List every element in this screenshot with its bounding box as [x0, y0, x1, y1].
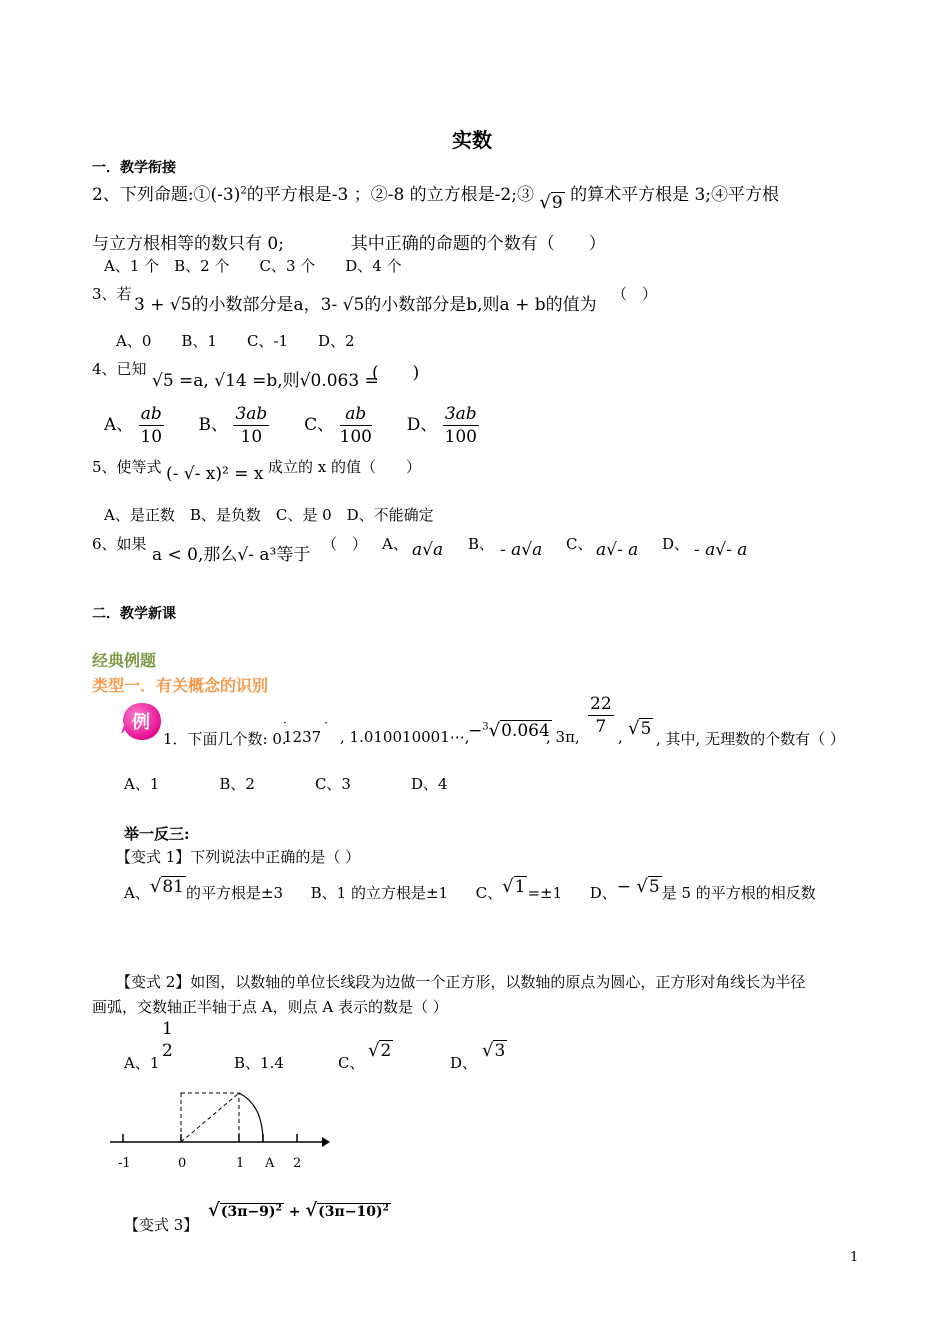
- example-1-fraction: $\frac{22}{7}$: [590, 694, 612, 737]
- question-6-expression: a < 0,那么√- a³等于: [152, 545, 311, 565]
- q6-opt-c-label: C、: [566, 535, 593, 553]
- q4-opt-c-frac: $\frac{ab}{100}$: [339, 404, 372, 447]
- question-5-prefix: 5、使等式: [92, 458, 162, 476]
- variant-3-label: 【变式 3】: [124, 1216, 199, 1234]
- v2-opt-a-label: A、1: [124, 1054, 160, 1072]
- axis-label: 2: [293, 1156, 302, 1171]
- question-4-options: [104, 403, 479, 448]
- q6-opt-a-expr: a√a: [412, 540, 444, 560]
- question-6-paren: （ ）: [322, 535, 368, 553]
- q6-opt-d-label: D、: [662, 535, 690, 553]
- page-number: 1: [850, 1250, 859, 1265]
- question-2-options: A、1 个 B、2 个 C、3 个 D、4 个: [104, 257, 402, 275]
- q4-opt-d-label: D、: [406, 415, 438, 435]
- dashed-diagonal: [181, 1093, 239, 1142]
- v2-opt-d-label: D、: [450, 1054, 478, 1072]
- v2-opt-a-frac: 1 2: [162, 1019, 173, 1061]
- question-5-options: A、是正数 B、是负数 C、是 0 D、不能确定: [104, 506, 434, 524]
- question-5-suffix: 成立的 x 的值（ ）: [268, 458, 421, 476]
- classic-examples-heading: 经典例题: [92, 651, 157, 670]
- practice-heading: 举一反三:: [124, 825, 190, 843]
- number-line-figure: [100, 1085, 340, 1185]
- question-2-line-1: [92, 180, 780, 213]
- q2-text-a: 2、下列命题:①(-3): [92, 185, 241, 205]
- v2-opt-c-radical: √2: [368, 1040, 392, 1061]
- q6-opt-b-label: B、: [468, 535, 495, 553]
- q2-line2-a: 与立方根相等的数只有 0;: [92, 234, 284, 254]
- example-1-sqrt5: √5: [628, 718, 652, 739]
- variant-1-title: 【变式 1】下列说法中正确的是（ ）: [116, 848, 361, 866]
- q2-sup: 2: [240, 185, 247, 197]
- q6-opt-a-label: A、: [382, 535, 408, 553]
- example-1-cube-root: −$^3$√0.064: [468, 720, 550, 741]
- q4-opt-c-label: C、: [304, 415, 335, 435]
- q4-opt-b-label: B、: [198, 415, 229, 435]
- variant-2-line-1: 【变式 2】如图，以数轴的单位长线段为边做一个正方形，以数轴的原点为圆心，正方形对角线长为半径: [116, 973, 806, 991]
- axis-label: A: [265, 1156, 275, 1171]
- variant-2-line-2: 画弧，交数轴正半轴于点 A，则点 A 表示的数是（ ）: [92, 998, 448, 1016]
- question-3-options: A、0 B、1 C、-1 D、2: [116, 332, 355, 350]
- q2-line2-b: 其中正确的命题的个数有（ ）: [350, 234, 606, 254]
- q4-opt-b-frac: $\frac{3ab}{10}$: [235, 404, 268, 447]
- question-3-prefix: 3、若: [92, 285, 132, 303]
- example-1-tail: , 其中, 无理数的个数有（ ）: [656, 730, 845, 748]
- q6-opt-d-expr: - a√- a: [694, 540, 748, 560]
- v2-opt-b: B、1.4: [234, 1054, 284, 1072]
- page-title: 实数: [452, 128, 492, 152]
- v2-opt-c-label: C、: [338, 1054, 365, 1072]
- question-2-line-2: [92, 229, 606, 254]
- question-6-prefix: 6、如果: [92, 535, 147, 553]
- question-5-expression: (- √- x)² = x: [166, 464, 264, 484]
- variant-3-expression: $√(3\pi-9)^2 + √(3\pi-10)^2$: [208, 1200, 389, 1221]
- section-heading-2: 二．教学新课: [92, 606, 176, 622]
- example-1-repeating: 1237: [283, 728, 322, 746]
- q2-text-b: 的平方根是-3 ；②-8 的立方根是-2;③: [246, 185, 534, 205]
- v2-opt-d-radical: √3: [482, 1040, 506, 1061]
- example-1-mid1: , 1.010010001⋯,: [340, 728, 470, 746]
- q6-opt-c-expr: a√- a: [596, 540, 639, 560]
- question-3-expression: 3 + √5的小数部分是a，3- √5的小数部分是b,则a + b的值为: [134, 295, 597, 315]
- q4-opt-a-label: A、: [104, 415, 134, 435]
- axis-arrow: [322, 1137, 330, 1147]
- question-4-paren: ( ): [372, 363, 420, 383]
- type-one-heading: 类型一．有关概念的识别: [92, 676, 269, 695]
- arc: [239, 1093, 263, 1142]
- example-badge-icon: [120, 700, 164, 744]
- example-badge-text: 例: [132, 712, 150, 733]
- q2-radical: √9: [539, 192, 563, 213]
- repeat-dot-2: ·: [324, 716, 328, 730]
- q4-opt-a-frac: $\frac{ab}{10}$: [140, 404, 163, 447]
- question-4-expression: √5 =a, √14 =b,则√0.063 =: [152, 371, 379, 391]
- axis-label: 0: [178, 1156, 187, 1171]
- q6-opt-b-expr: - a√a: [500, 540, 543, 560]
- section-heading-1: 一．教学衔接: [92, 160, 176, 176]
- question-3-paren: （ ）: [612, 285, 658, 303]
- axis-label: 1: [236, 1156, 245, 1171]
- repeat-dot-1: ·: [283, 716, 287, 730]
- question-4-prefix: 4、已知: [92, 360, 147, 378]
- example-1-options: A、1 B、2 C、3 D、4: [124, 775, 448, 793]
- q4-opt-d-frac: $\frac{3ab}{100}$: [444, 404, 477, 447]
- example-1-mid3: ,: [618, 728, 623, 746]
- example-1-mid2: , 3π,: [546, 728, 580, 746]
- q2-text-c: 的算术平方根是 3;④平方根: [570, 185, 780, 205]
- example-1-prefix: 1．下面几个数: 0.: [163, 730, 287, 748]
- variant-1-options: A、√81 的平方根是±3 B、1 的立方根是±1 C、√1 =±1 D、− √5 是 5 的平方根的相反数: [124, 876, 816, 902]
- axis-label: -1: [118, 1156, 131, 1171]
